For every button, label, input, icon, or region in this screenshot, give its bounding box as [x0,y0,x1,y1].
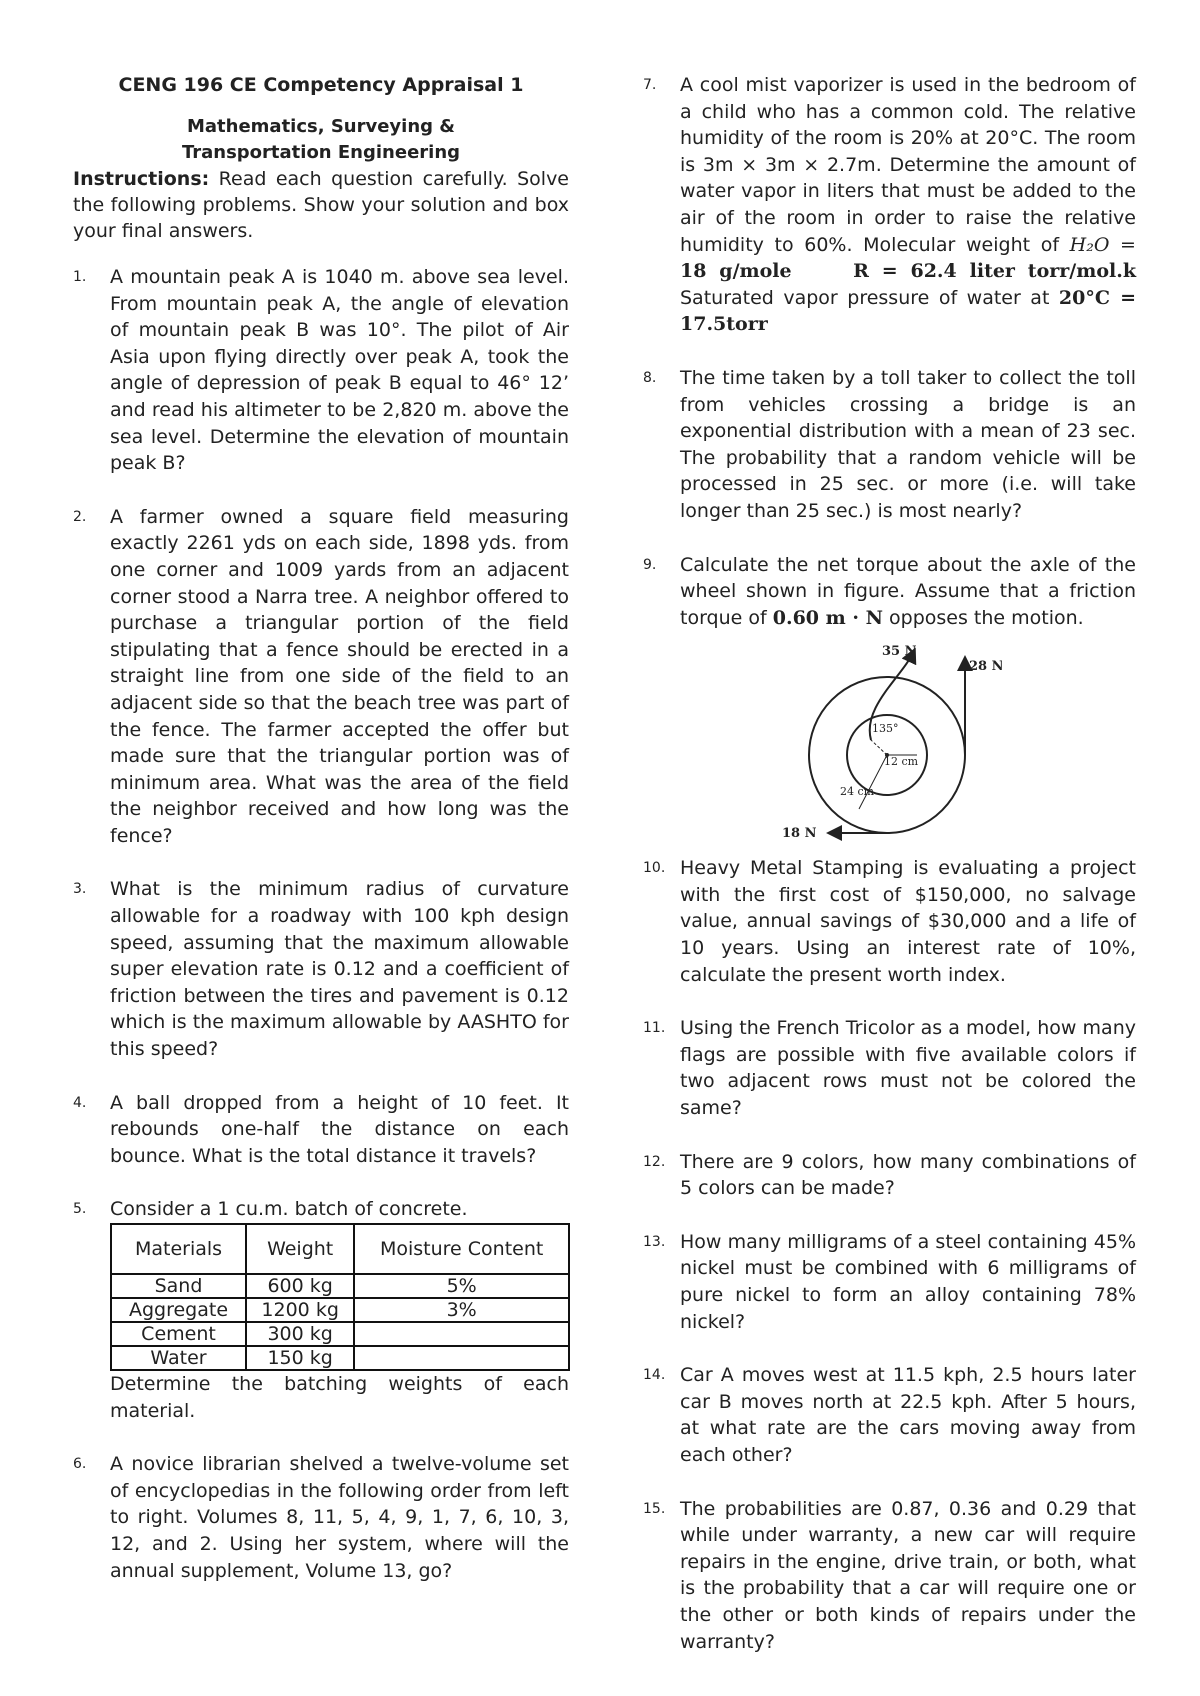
table-header: Materials [111,1224,246,1274]
label-28n: 28 N [969,659,1002,675]
question-text-2: Saturated vapor pressure of water at [680,286,1059,309]
question-number: 14. [643,1367,666,1384]
table-header-row [111,1224,569,1274]
table-cell: Sand [111,1274,246,1298]
table-row [111,1322,569,1346]
question-number: 9. [643,556,657,573]
question-text: What is the minimum radius of curvature allowable for a roadway with 100 kph design speed, assuming that the maximum allowable super elevation rate is 0.12 and a coefficient of friction between the tires and pavement is 0.12 which is the maximum allowable by AASHTO for this speed? [110,878,569,1061]
table-cell: 1200 kg [246,1298,354,1322]
question-text: There are 9 colors, how many combinations of 5 colors can be made? [680,1150,1136,1200]
question-6 [73,1451,569,1584]
question-5 [73,1196,569,1424]
page-subtitle: Mathematics, Surveying & Transportation Engineering [181,116,461,163]
question-text: Calculate the net torque about the axle of the wheel shown in figure. Assume that a friction torque of [680,553,1136,629]
question-7 [643,72,1136,338]
question-12 [643,1149,1136,1202]
question-4 [73,1090,569,1170]
instructions [73,166,569,244]
left-column [73,72,569,1584]
formula-gas-constant: R = 62.4 liter torr/mol.k [853,260,1136,283]
question-1 [73,264,569,477]
question-10 [643,855,1136,988]
formula-h2o: H₂O = [1069,233,1136,256]
label-12cm: 12 cm [884,755,919,769]
table-cell [354,1322,569,1346]
question-number: 4. [73,1094,87,1111]
question-text: A farmer owned a square field measuring exactly 2261 yds on each side, 1898 yds. from one corner and 1009 yards from an adjacent corner stood a Narra tree. A neighbor offered to purchase a triangular portion of the field stipulating that a fence should be erected in a straight line from one side of the field to an adjacent side so that the beach tree was part of the fence. The farmer accepted the offer but made sure that the triangular portion was of minimum area. What was the area of the field the neighbor received and how long was the fence? [110,505,569,847]
table-cell: 5% [354,1274,569,1298]
label-24cm: 24 cm [840,785,875,799]
question-text-after: Determine the batching weights of each material. [110,1373,569,1422]
wheel-diagram [772,637,1002,847]
page-title: CENG 196 CE Competency Appraisal 1 [118,74,524,96]
table-cell: 3% [354,1298,569,1322]
table-header: Weight [246,1224,354,1274]
question-11 [643,1015,1136,1121]
right-column [643,72,1136,1655]
question-text: A cool mist vaporizer is used in the bedroom of a child who has a common cold. The relative humidity of the room is 20% at 20°C. The room is 3m × 3m × 2.7m. Determine the amount of water vapor in liters that must be added to the air of the room in order to raise the relative humidity to 60%. Molecular weight of [680,74,1136,256]
question-text: Heavy Metal Stamping is evaluating a project with the first cost of $150,000, no salvage value, annual savings of $30,000 and a life of 10 years. Using an interest rate of 10%, calculate the present worth index. [680,857,1136,986]
label-35n: 35 N [882,644,917,660]
question-text: The time taken by a toll taker to collect the toll from vehicles crossing a bridge is an exponential distribution with a mean of 23 sec. The probability that a random vehicle will be processed in 25 sec. or more (i.e. will take longer than 25 sec.) is most nearly? [680,366,1136,522]
question-9 [643,552,1136,848]
wheel-figure [772,637,1002,847]
formula-friction-torque: 0.60 m · N [772,606,883,629]
question-2 [73,504,569,850]
table-row [111,1274,569,1298]
table-row [111,1298,569,1322]
angle-line [871,740,887,755]
instructions-text: Read each question carefully. Solve the following problems. Show your solution and box your final answers. [73,168,569,242]
question-number: 15. [643,1500,666,1517]
question-text: Consider a 1 cu.m. batch of concrete. [110,1198,468,1221]
question-number: 7. [643,77,657,93]
table-cell: Cement [111,1322,246,1346]
question-text: A mountain peak A is 1040 m. above sea level. From mountain peak A, the angle of elevation of mountain peak B was 10°. The pilot of Air Asia upon flying directly over peak A, took the angle of depression of peak B equal to 46° 12’ and read his altimeter to be 2,820 m. above the sea level. Determine the elevation of mountain peak B? [110,266,569,475]
question-number: 5. [73,1201,87,1218]
question-number: 10. [643,860,666,877]
question-15 [643,1496,1136,1656]
question-number: 3. [73,881,87,898]
question-14 [643,1362,1136,1468]
label-18n: 18 N [782,826,817,842]
question-number: 11. [643,1020,666,1037]
question-text: The probabilities are 0.87, 0.36 and 0.29 that while under warranty, a new car will require repairs in the engine, drive train, or both, what is the probability that a car will require one or the other or both kinds of repairs under the warranty? [680,1497,1136,1653]
radius-line-outer [859,755,887,809]
question-text: How many milligrams of a steel containing 45% nickel must be combined with 6 milligrams of pure nickel to form an alloy containing 78% nickel? [680,1230,1136,1333]
question-text: Using the French Tricolor as a model, how many flags are possible with five available colors if two adjacent rows must not be colored the same? [680,1017,1136,1120]
question-8 [643,365,1136,525]
table-cell: 150 kg [246,1346,354,1370]
question-text: A novice librarian shelved a twelve-volume set of encyclopedias in the following order from left to right. Volumes 8, 11, 5, 4, 9, 1, 7, 6, 10, 3, 12, and 2. Using her system, where will the annual supplement, Volume 13, go? [110,1453,569,1582]
formula-molar-mass: 18 g/mole [680,260,792,283]
question-text: A ball dropped from a height of 10 feet. It rebounds one-half the distance on each bounce. What is the total distance it travels? [110,1091,569,1167]
label-angle: 135° [872,722,899,736]
instructions-label: Instructions: [73,168,210,190]
question-text-2: opposes the motion. [882,606,1084,629]
table-cell: 300 kg [246,1322,354,1346]
question-13 [643,1229,1136,1335]
concrete-batch-table [110,1223,570,1371]
question-text: Car A moves west at 11.5 kph, 2.5 hours later car B moves north at 22.5 kph. After 5 hours, at what rate are the cars moving away from each other? [680,1364,1136,1466]
table-header: Moisture Content [354,1224,569,1274]
question-number: 12. [643,1153,666,1170]
table-row [111,1346,569,1370]
question-number: 2. [73,508,87,525]
question-number: 8. [643,369,657,386]
question-number: 13. [643,1233,666,1250]
table-cell: Water [111,1346,246,1370]
table-cell: Aggregate [111,1298,246,1322]
table-cell [354,1346,569,1370]
question-number: 6. [73,1456,87,1473]
question-number: 1. [73,269,87,285]
formula-vapor-pressure: 20°C = 17.5torr [680,286,1136,336]
question-3 [73,876,569,1062]
table-cell: 600 kg [246,1274,354,1298]
